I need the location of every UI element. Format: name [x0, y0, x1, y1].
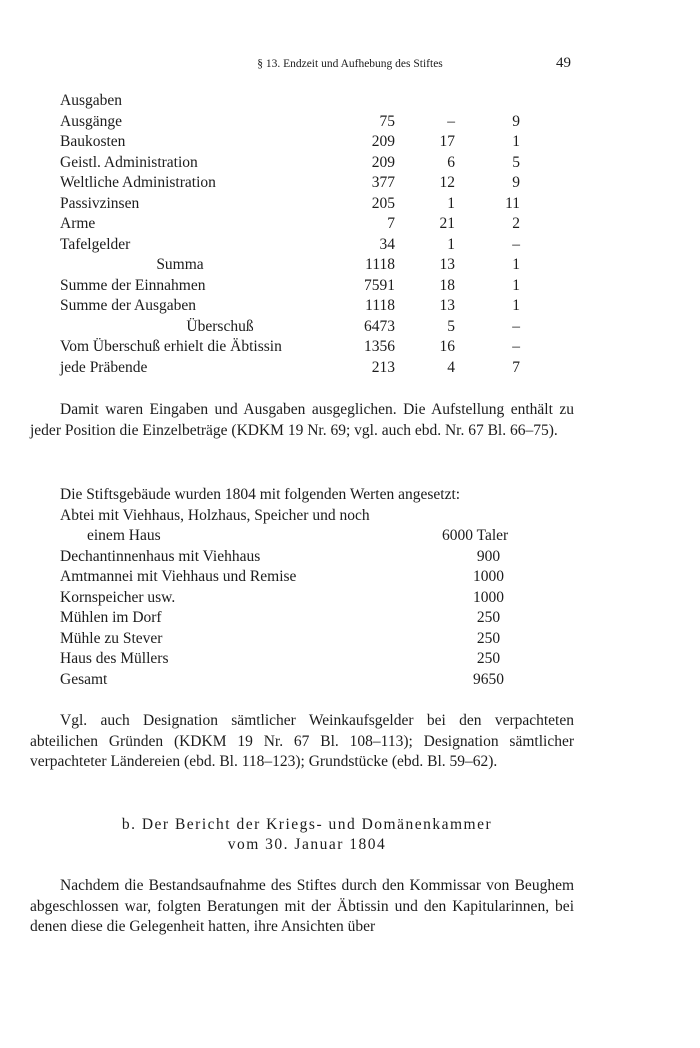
- building-row: [60, 568, 530, 589]
- finance-row: [60, 359, 540, 380]
- finance-row-c3: 1: [512, 133, 520, 150]
- finance-row: [60, 256, 540, 277]
- finance-row-c1: 75: [379, 112, 395, 130]
- finance-row: [60, 318, 540, 339]
- finance-row-c2: 21: [439, 215, 455, 232]
- finance-row-c1: 34: [379, 235, 395, 253]
- building-value: 900: [476, 547, 501, 565]
- building-name: Gesamt: [60, 670, 108, 688]
- building-row: [60, 548, 530, 569]
- finance-row-c3: 2: [512, 215, 520, 232]
- finance-row-c1: 213: [371, 358, 395, 376]
- finance-row-label: Summa: [156, 256, 204, 273]
- finance-row-label: Geistl. Administration: [60, 153, 198, 171]
- building-name: Mühle zu Stever: [60, 629, 163, 647]
- finance-row-c1: 377: [371, 174, 395, 191]
- finance-row-label: Überschuß: [186, 317, 254, 335]
- building-name: Haus des Müllers: [60, 650, 169, 667]
- finance-row-c2: 13: [439, 256, 455, 273]
- finance-row-c3: 9: [512, 174, 520, 191]
- finance-row-c3: 11: [505, 194, 520, 212]
- finance-row-c3: –: [512, 317, 520, 335]
- finance-row-c2: 16: [439, 338, 455, 355]
- finance-row-c1: 7: [387, 215, 395, 232]
- running-head-title: § 13. Endzeit und Aufhebung des Stiftes: [257, 58, 443, 70]
- page-number: 49: [556, 55, 571, 71]
- finance-row-c1: 1118: [365, 256, 395, 273]
- finance-row-c2: 5: [447, 317, 455, 335]
- finance-row-c2: 18: [439, 276, 455, 294]
- paragraph-designation: [30, 711, 574, 773]
- finance-row-label: Summe der Ausgaben: [60, 297, 197, 314]
- finance-row-label: Passivzinsen: [60, 194, 140, 212]
- finance-row-c1: 209: [371, 153, 395, 171]
- finance-row-c3: 1: [512, 297, 520, 314]
- paragraph-balance-text: Damit waren Eingaben und Ausgaben ausgeglichen. Die Aufstellung enthält zu jeder Position die Einzelbeträge (KDKM 19 Nr. 69; vgl. auch ebd. Nr. 67 Bl. 66–75).: [30, 401, 574, 439]
- paragraph-report-text: Nachdem die Bestandsaufnahme des Stiftes durch den Kommissar von Beughem abgeschlossen war, folgten Beratungen mit der Äbtissin und den Kapitularinnen, bei denen diese die Gelegenheit hatten, ihre Ansichten über: [30, 877, 574, 935]
- buildings-intro: Die Stiftsgebäude wurden 1804 mit folgenden Werten angesetzt:: [60, 486, 461, 503]
- finance-row-label: jede Präbende: [60, 358, 148, 376]
- finance-heading-row: [60, 92, 540, 113]
- building-row: [60, 527, 530, 548]
- building-value: 6000 Taler: [442, 527, 509, 544]
- building-row: [60, 609, 530, 630]
- buildings-intro-row: [60, 486, 530, 507]
- finance-row: [60, 195, 540, 216]
- finance-row-c3: 1: [512, 276, 520, 294]
- finance-row-label: Baukosten: [60, 133, 126, 150]
- finance-row: [60, 236, 540, 257]
- building-row: [60, 589, 530, 610]
- finance-row-label: Vom Überschuß erhielt die Äbtissin: [60, 338, 282, 355]
- building-name: Amtmannei mit Viehhaus und Remise: [60, 568, 297, 585]
- building-value: 250: [476, 650, 501, 667]
- finance-row: [60, 338, 540, 359]
- section-heading-line1: b. Der Bericht der Kriegs- und Domänenkammer: [121, 816, 493, 833]
- finance-row-label: Summe der Einnahmen: [60, 276, 206, 294]
- finance-row-c2: 13: [439, 297, 455, 314]
- building-value: 250: [476, 629, 501, 647]
- finance-row-c2: 17: [439, 133, 455, 150]
- finance-row-c1: 7591: [364, 276, 395, 294]
- finance-row: [60, 154, 540, 175]
- finance-row: [60, 133, 540, 154]
- building-row: [60, 671, 530, 692]
- finance-row-c1: 1356: [364, 338, 395, 355]
- finance-row-c2: 1: [447, 235, 455, 253]
- finance-row-c3: 1: [512, 256, 520, 273]
- finance-row-c3: 5: [512, 153, 520, 171]
- finance-row-c3: 9: [512, 112, 520, 130]
- finance-row-c1: 209: [371, 133, 395, 150]
- building-value: 1000: [473, 568, 504, 585]
- buildings-first-line: Abtei mit Viehhaus, Holzhaus, Speicher und noch: [60, 506, 370, 524]
- finance-row-c1: 6473: [364, 317, 395, 335]
- finance-row-c2: 1: [447, 194, 455, 212]
- section-heading-line2: vom 30. Januar 1804: [227, 836, 387, 853]
- building-value: 250: [476, 609, 501, 626]
- finance-row: [60, 277, 540, 298]
- finance-row-label: Weltliche Administration: [60, 174, 216, 191]
- building-name: Mühlen im Dorf: [60, 609, 162, 626]
- finance-row-c2: 6: [447, 153, 455, 171]
- building-row: [60, 650, 530, 671]
- finance-row: [60, 297, 540, 318]
- finance-heading: Ausgaben: [60, 92, 122, 109]
- finance-row-c1: 1118: [365, 297, 395, 314]
- building-row: [60, 630, 530, 651]
- finance-row-c3: –: [512, 338, 520, 355]
- building-name: Dechantinnenhaus mit Viehhaus: [60, 547, 261, 565]
- paragraph-report: [30, 876, 574, 938]
- buildings-first-line-row: [60, 507, 530, 528]
- finance-row-c2: 4: [447, 358, 455, 376]
- finance-row: [60, 174, 540, 195]
- building-value: 1000: [473, 588, 504, 606]
- building-name: einem Haus: [87, 527, 161, 544]
- finance-row: [60, 113, 540, 134]
- finance-row-c3: 7: [512, 358, 520, 376]
- building-name: Kornspeicher usw.: [60, 588, 176, 606]
- finance-row-label: Tafelgelder: [60, 235, 131, 253]
- building-value: 9650: [473, 670, 504, 688]
- paragraph-designation-text: Vgl. auch Designation sämtlicher Weinkaufsgelder bei den verpachteten abteilichen Gründen (KDKM 19 Nr. 67 Bl. 108–113); Designation sämtlicher verpachteter Ländereien (ebd. Bl. 118–123); Grundstücke (ebd. Bl. 59–62).: [30, 712, 574, 770]
- finance-row-c2: –: [447, 112, 455, 130]
- finance-row-c1: 205: [371, 194, 395, 212]
- finance-row-label: Ausgänge: [60, 112, 122, 130]
- finance-row-c3: –: [512, 235, 520, 253]
- paragraph-balance: [30, 400, 574, 441]
- finance-row: [60, 215, 540, 236]
- finance-row-label: Arme: [60, 215, 96, 232]
- finance-row-c2: 12: [439, 174, 455, 191]
